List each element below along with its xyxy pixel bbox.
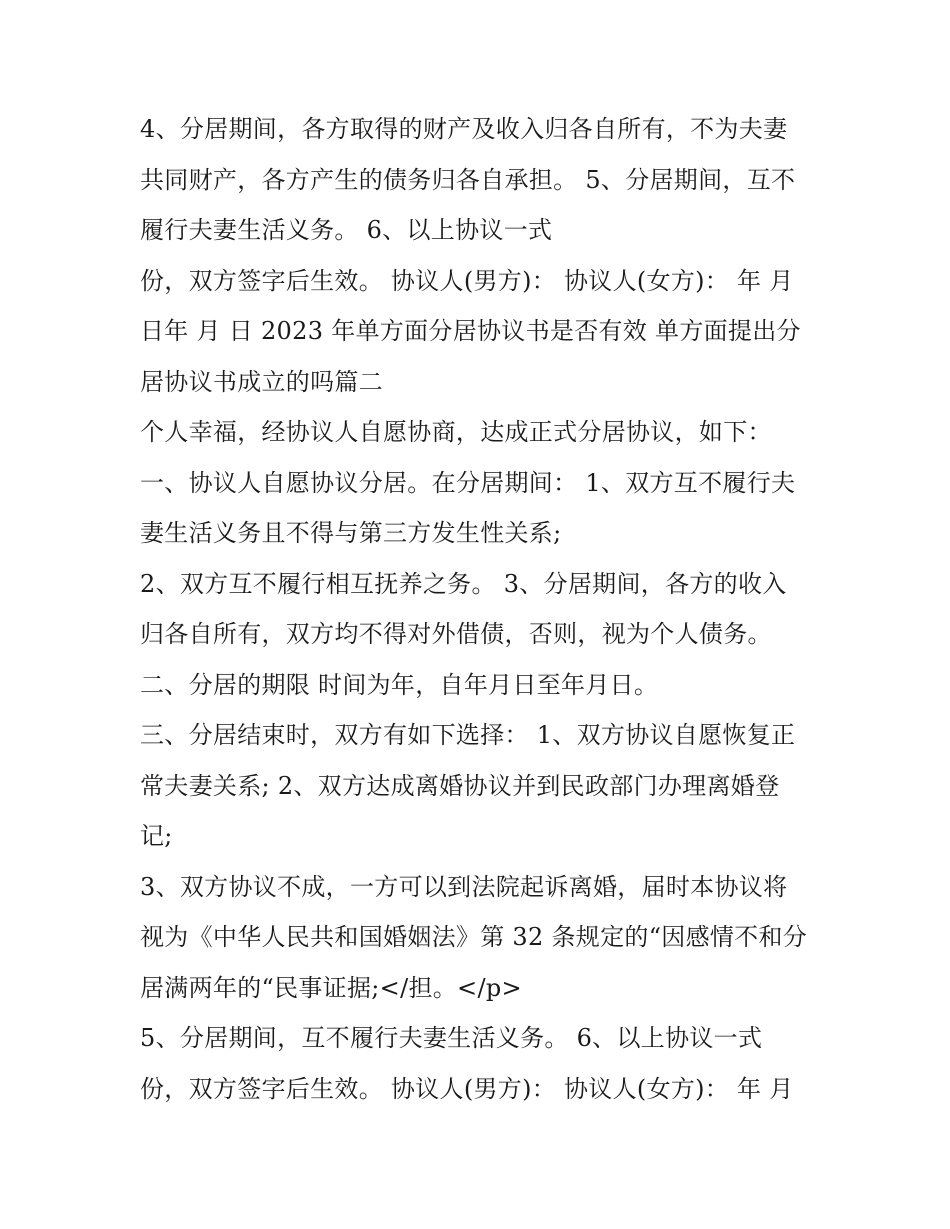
text-line: 共同财产，各方产生的债务归各自承担。 5、分居期间，互不 [140, 166, 796, 194]
text-line: 4、分居期间，各方取得的财产及收入归各自所有，不为夫妻 [140, 115, 788, 143]
text-line: 常夫妻关系; 2、双方达成离婚协议并到民政部门办理离婚登 [140, 772, 780, 800]
text-line: 份，双方签字后生效。 协议人(男方)： 协议人(女方)： 年 月 [140, 267, 794, 295]
text-line: 居协议书成立的吗篇二 [140, 368, 383, 396]
text-line: 视为《中华人民共和国婚姻法》第 32 条规定的“因感情不和分 [140, 923, 808, 951]
text-line: 份，双方签字后生效。 协议人(男方)： 协议人(女方)： 年 月 [140, 1075, 794, 1103]
text-line: 归各自所有，双方均不得对外借债，否则，视为个人债务。 [140, 620, 772, 648]
text-line: 日年 月 日 2023 年单方面分居协议书是否有效 单方面提出分 [140, 317, 801, 345]
text-line: 3、双方协议不成，一方可以到法院起诉离婚，届时本协议将 [140, 873, 788, 901]
text-line: 二、分居的期限 时间为年，自年月日至年月日。 [140, 671, 659, 699]
text-line: 妻生活义务且不得与第三方发生性关系; [140, 519, 562, 547]
text-line: 记; [140, 822, 173, 850]
text-line: 个人幸福，经协议人自愿协商，达成正式分居协议，如下： [140, 418, 772, 446]
text-line: 履行夫妻生活义务。 6、以上协议一式 [140, 216, 553, 244]
text-line: 居满两年的“民事证据;</担。</p> [140, 974, 522, 1002]
text-line: 2、双方互不履行相互抚养之务。 3、分居期间，各方的收入 [140, 570, 787, 598]
text-line: 一、协议人自愿协议分居。在分居期间： 1、双方互不履行夫 [140, 469, 796, 497]
text-line: 5、分居期间，互不履行夫妻生活义务。 6、以上协议一式 [140, 1024, 763, 1052]
text-line: 三、分居结束时，双方有如下选择： 1、双方协议自愿恢复正 [140, 721, 796, 749]
